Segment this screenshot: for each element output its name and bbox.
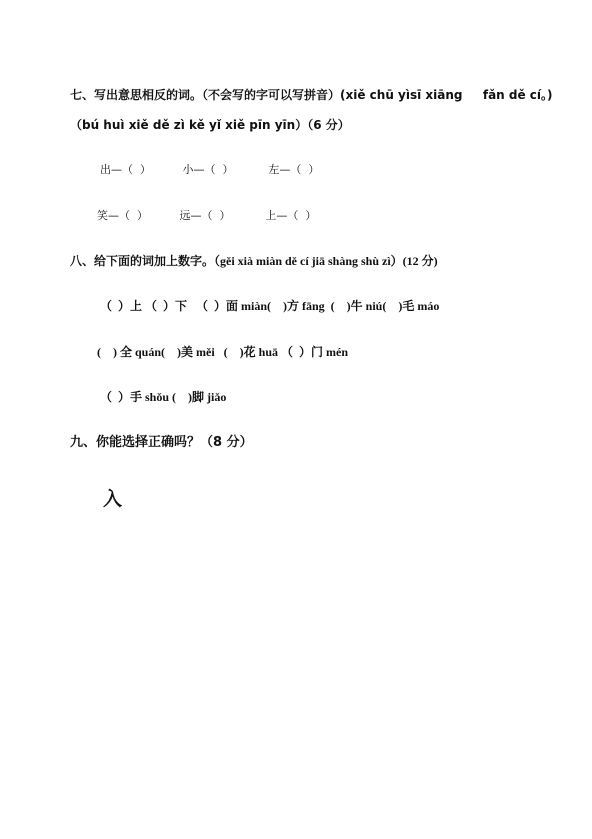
- section9-title: 九、你能选择正确吗？（8 分）: [70, 435, 253, 450]
- number-row-3: （ ）手 shǒu ( )脚 jiǎo: [100, 390, 227, 404]
- antonym-row-1: 出—（ ） 小—（ ） 左—（ ）: [100, 163, 320, 176]
- section7-subtitle: （bú huì xiě dě zì kě yǐ xiě pīn yīn）（6 分）: [70, 118, 350, 132]
- section7-title: 七、写出意思相反的词。（不会写的字可以写拼音）(xiě chū yìsī xiāng fǎn dě cí。): [70, 88, 553, 102]
- section8-title: 八、给下面的词加上数字。（gěi xià miàn dě cí jiā shàng shù zì）(12 分): [70, 254, 438, 268]
- number-row-1: （ ）上 （ ）下 （ ）面 miàn( )方 fāng ( )牛 niú( )毛 máo: [100, 299, 440, 313]
- antonym-row-2: 笑—（ ） 远—（ ） 上—（ ）: [97, 209, 317, 222]
- number-row-2: ( ) 全 quán( )美 měi ( )花 huā （ ）门 mén: [97, 345, 348, 359]
- choice-character: 入: [103, 488, 123, 510]
